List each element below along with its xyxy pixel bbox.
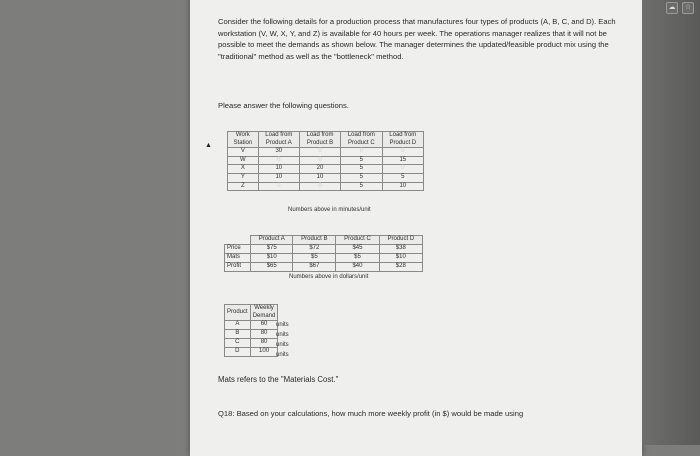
money-cell: $75 [251, 245, 293, 254]
unit-label: units [276, 352, 289, 358]
table-row [225, 321, 278, 330]
header-product-b: Product B [293, 236, 336, 245]
table-row [228, 148, 424, 157]
row-label: Mats [225, 254, 251, 263]
header-product-b: Load from Product B [299, 132, 340, 148]
row-label: Price [225, 245, 251, 254]
product-cell: A [225, 321, 251, 330]
header-work-station: Work Station [228, 132, 259, 148]
load-table-note: Numbers above in minutes/unit [288, 207, 371, 213]
product-cell: D [225, 348, 251, 357]
money-cell: $40 [336, 263, 379, 272]
header-product-c: Load from Product C [341, 132, 382, 148]
header-product-d: Product D [379, 236, 422, 245]
load-table [227, 131, 424, 191]
money-cell: $5 [336, 254, 379, 263]
table-header-row [225, 305, 278, 321]
table-row [225, 348, 278, 357]
table-row [225, 330, 278, 339]
table-row [225, 263, 423, 272]
table-header-row [228, 132, 424, 148]
corner-toolbar [666, 2, 694, 14]
money-cell: $10 [379, 254, 422, 263]
load-cell: 5 [382, 173, 423, 182]
materials-footnote: Mats refers to the "Materials Cost." [218, 375, 339, 384]
table-row [228, 156, 424, 165]
money-cell: $5 [293, 254, 336, 263]
station-cell: V [228, 148, 259, 157]
money-cell: $38 [379, 245, 422, 254]
row-label: Profit [225, 263, 251, 272]
station-cell: Z [228, 182, 259, 191]
instructions-text: Please answer the following questions. [218, 101, 349, 110]
money-cell: $45 [336, 245, 379, 254]
load-cell: 0 [299, 182, 340, 191]
header-weekly-demand: Weekly Demand [250, 305, 278, 321]
money-cell: $72 [293, 245, 336, 254]
load-cell: 10 [299, 173, 340, 182]
blank-header [225, 236, 251, 245]
table-row [228, 165, 424, 174]
header-product-a: Product A [251, 236, 293, 245]
unit-label: units [276, 322, 289, 328]
load-cell: 0 [341, 148, 382, 157]
money-cell: $65 [251, 263, 293, 272]
right-panel [642, 0, 700, 445]
cursor-marker-icon: ▲ [205, 142, 212, 149]
load-cell: 30 [258, 148, 299, 157]
load-cell: 5 [341, 173, 382, 182]
header-product: Product [225, 305, 251, 321]
table-row [228, 173, 424, 182]
money-cell: $10 [251, 254, 293, 263]
header-product-a: Load from Product A [258, 132, 299, 148]
header-product-c: Product C [336, 236, 379, 245]
document-page [190, 0, 642, 456]
load-cell: 0 [382, 165, 423, 174]
table-row [225, 339, 278, 348]
load-cell: 0 [258, 182, 299, 191]
load-cell: 5 [341, 156, 382, 165]
demand-table [224, 304, 278, 357]
load-cell: 0 [382, 148, 423, 157]
demand-cell: 80 [250, 330, 278, 339]
cloud-icon[interactable]: ☁ [666, 2, 678, 14]
load-cell: 5 [341, 182, 382, 191]
load-cell: 15 [382, 156, 423, 165]
station-cell: Y [228, 173, 259, 182]
table-row [225, 245, 423, 254]
intro-paragraph: Consider the following details for a production process that manufactures four types of products (A, B, C, and D). Each workstation (V, W, X, Y, and Z) is available for 40 hours per week. The operations manager realizes that it will not be possible to meet the demands as shown below. The manager determines the updated/feasible product mix using the "traditional" method as well as the "bottleneck" method. [218, 17, 616, 61]
load-cell: 10 [258, 165, 299, 174]
money-cell: $67 [293, 263, 336, 272]
price-cost-profit-table [224, 235, 423, 272]
load-cell: 10 [382, 182, 423, 191]
station-cell: X [228, 165, 259, 174]
load-cell: 20 [299, 165, 340, 174]
unit-label: units [276, 332, 289, 338]
table-row [225, 254, 423, 263]
load-cell: 0 [299, 156, 340, 165]
star-icon[interactable]: ☆ [682, 2, 694, 14]
load-cell: 0 [299, 148, 340, 157]
question-text: Q18: Based on your calculations, how much more weekly profit (in $) would be made using [218, 409, 524, 418]
demand-cell: 60 [250, 321, 278, 330]
product-cell: B [225, 330, 251, 339]
load-cell: 5 [341, 165, 382, 174]
station-cell: W [228, 156, 259, 165]
money-cell: $28 [379, 263, 422, 272]
unit-label: units [276, 342, 289, 348]
demand-cell: 80 [250, 339, 278, 348]
table-row [228, 182, 424, 191]
product-cell: C [225, 339, 251, 348]
load-cell: 0 [258, 156, 299, 165]
demand-cell: 100 [250, 348, 278, 357]
header-product-d: Load from Product D [382, 132, 423, 148]
money-table-note: Numbers above in dollars/unit [289, 274, 369, 280]
table-header-row [225, 236, 423, 245]
load-cell: 10 [258, 173, 299, 182]
